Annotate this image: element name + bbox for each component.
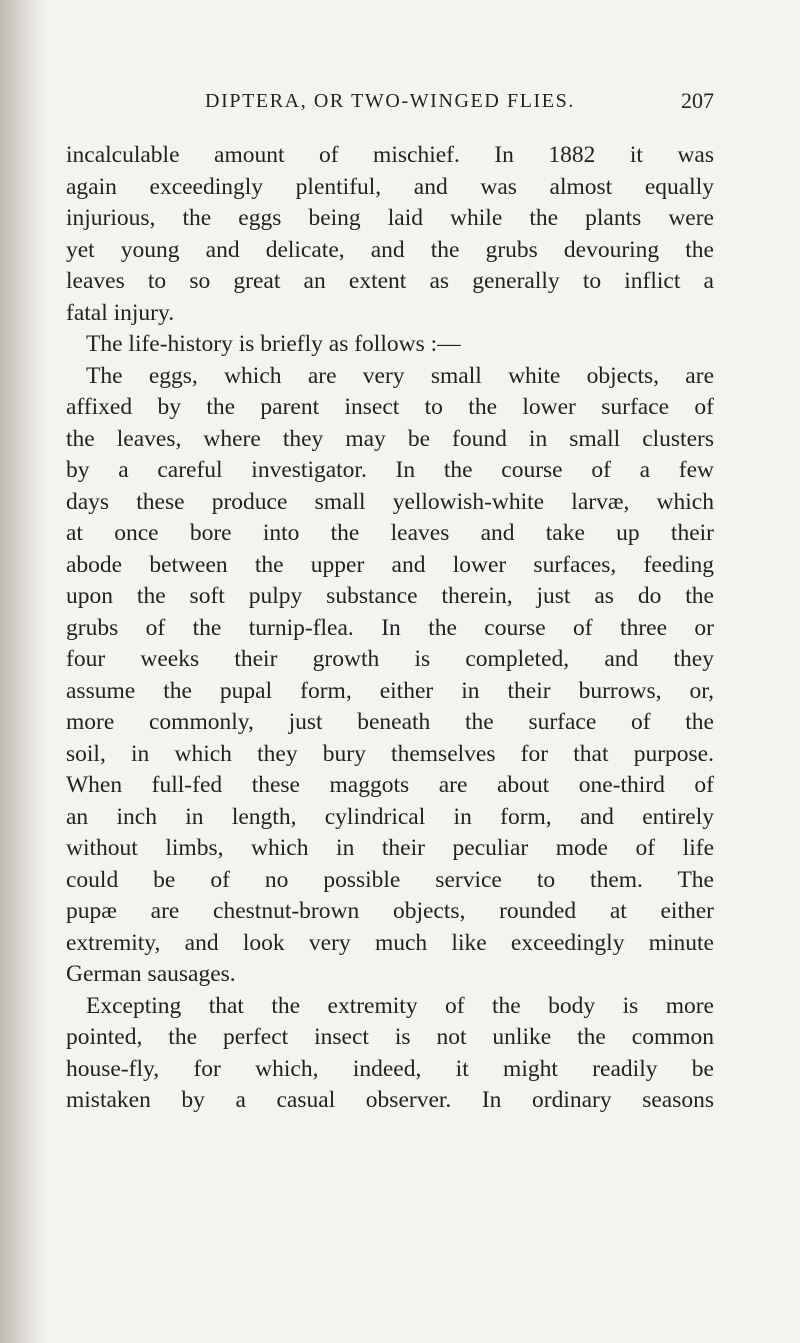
text-line: by a careful investigator. In the course of a few (66, 457, 714, 483)
text-line: affixed by the parent insect to the lower surface of (66, 394, 714, 420)
text-line: When full-fed these maggots are about one-third of (66, 772, 714, 798)
text-line: leaves to so great an extent as generally to inflict a (66, 268, 714, 294)
page-binding-shadow (0, 0, 46, 1343)
text-line: injurious, the eggs being laid while the plants were (66, 205, 714, 231)
text-line: could be of no possible service to them. The (66, 866, 714, 893)
text-line: upon the soft pulpy substance therein, just as do the (66, 583, 714, 609)
text-line: assume the pupal form, either in their burrows, or, (66, 677, 714, 704)
text-line: an inch in length, cylindrical in form, and entirely (66, 803, 714, 830)
text-line: Excepting that the extremity of the body is more (86, 992, 714, 1019)
text-line: yet young and delicate, and the grubs devouring the (66, 236, 714, 263)
text-line: incalculable amount of mischief. In 1882 it was (66, 142, 714, 168)
page-number: 207 (681, 88, 714, 113)
text-line: again exceedingly plentiful, and was almost equally (66, 173, 714, 200)
text-line: fatal injury. (66, 299, 175, 326)
text-line: pointed, the perfect insect is not unlike the common (66, 1024, 714, 1050)
text-line: four weeks their growth is completed, and they (66, 646, 714, 672)
text-line: extremity, and look very much like exceedingly minute (66, 929, 714, 956)
running-head (66, 86, 714, 116)
text-line: house-fly, for which, indeed, it might readily be (66, 1055, 714, 1082)
text-line: The eggs, which are very small white objects, are (86, 362, 714, 389)
text-line: mistaken by a casual observer. In ordinary seasons (66, 1087, 714, 1113)
text-line: grubs of the turnip-flea. In the course of three or (66, 614, 714, 641)
body-text (66, 140, 714, 1117)
text-line: soil, in which they bury themselves for that purpose. (66, 740, 714, 767)
text-line: the leaves, where they may be found in small clusters (66, 425, 714, 452)
text-line: more commonly, just beneath the surface of the (66, 709, 714, 735)
text-line: abode between the upper and lower surfaces, feeding (66, 551, 714, 578)
text-line: without limbs, which in their peculiar mode of life (66, 835, 714, 861)
text-line: at once bore into the leaves and take up their (66, 520, 714, 546)
text-line: German sausages. (66, 961, 236, 987)
text-line: The life-history is briefly as follows :— (86, 331, 461, 357)
text-line: pupæ are chestnut-brown objects, rounded at either (66, 898, 714, 924)
running-title: DIPTERA, OR TWO-WINGED FLIES. (205, 90, 575, 112)
text-line: days these produce small yellowish-white larvæ, which (66, 488, 714, 515)
